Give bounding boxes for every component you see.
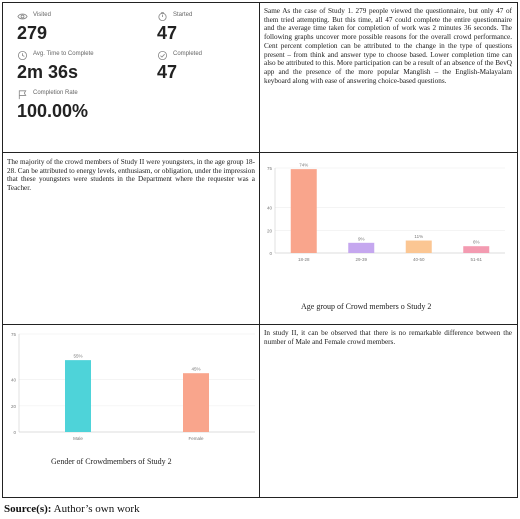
- category-label: Female: [188, 436, 204, 441]
- data-label: 9%: [357, 236, 365, 242]
- source-label: Source(s):: [4, 503, 52, 515]
- bar: [65, 360, 91, 432]
- y-tick-label: 20: [266, 228, 272, 234]
- y-tick-label: 75: [266, 166, 272, 171]
- content-table: [2, 2, 518, 498]
- stat-completed-label: Completed: [173, 51, 203, 57]
- data-label: 74%: [299, 162, 309, 168]
- y-tick-label: 0: [13, 430, 16, 435]
- y-tick-label: 40: [266, 205, 272, 211]
- stat-avg-time-label: Avg. Time to Complete: [33, 51, 94, 57]
- stat-visited-value: 279: [17, 23, 48, 43]
- category-label: 18-28: [297, 257, 310, 262]
- bar: [348, 243, 374, 253]
- gender-paragraph: In study II, it can be observed that there is no remarkable difference between the number of Male and Female crowd members.: [264, 329, 512, 346]
- stat-completed-value: 47: [157, 62, 178, 82]
- category-label: Male: [73, 436, 83, 441]
- y-tick-label: 75: [10, 332, 16, 337]
- source-note: [4, 503, 140, 515]
- eye-icon: [17, 11, 28, 22]
- row-divider-1: [3, 152, 517, 153]
- stat-started-label: Started: [173, 12, 193, 18]
- y-tick-label: 20: [10, 403, 16, 409]
- category-label: 40-50: [412, 257, 425, 262]
- gender-chart-title: Gender of Crowdmembers of Study 2: [51, 457, 172, 466]
- stopwatch-icon: [157, 11, 168, 22]
- data-label: 6%: [472, 239, 480, 245]
- age-chart-title: Age group of Crowd members o Study 2: [301, 302, 432, 311]
- flag-icon: [17, 89, 28, 100]
- stat-visited-label: Visited: [33, 12, 51, 18]
- age-paragraph: The majority of the crowd members of Study II were youngsters, in the age group 18-28. Can be attributed to energy levels, enthusiasm, or obligation, under the impression that these youngsters were students in the Department where the requester was a Teacher.: [7, 158, 255, 193]
- category-label: 51-61: [470, 257, 483, 262]
- data-label: 55%: [73, 353, 83, 359]
- data-label: 11%: [414, 234, 424, 240]
- y-tick-label: 0: [269, 251, 272, 256]
- category-label: 29-39: [355, 257, 368, 262]
- bar: [463, 246, 489, 253]
- check-circle-icon: [157, 50, 168, 61]
- age-group-chart: [261, 154, 515, 289]
- clock-icon: [17, 50, 28, 61]
- bar: [291, 169, 317, 253]
- bar: [183, 373, 209, 432]
- stat-started-value: 47: [157, 23, 178, 43]
- bar: [406, 241, 432, 253]
- stat-avg-time-value: 2m 36s: [17, 62, 79, 82]
- data-label: 45%: [191, 366, 201, 372]
- source-text: Author’s own work: [53, 503, 140, 515]
- column-divider: [259, 3, 260, 497]
- study-paragraph: Same As the case of Study 1. 279 people viewed the questionnaire, but only 47 of them tried attempting. But this time, all 47 could complete the entire questionnaire and the average time taken for completion of work was 2 minutes 36 seconds. The following graphs uncover more possible reasons for the overall crowd performance. Cent percent completion can be attributed to the change in the type of questions present – from think and answer type to choose based. Lower completion time can also be attributed to this. More participation can be a result of an absence of the BevQ app and the presence of the more popular Manglish – the English-Malayalam keyboard along with ease of answering choice-based questions.: [264, 7, 512, 85]
- stat-completion-rate-value: 100.00%: [17, 101, 89, 121]
- y-tick-label: 40: [10, 377, 16, 383]
- row-divider-2: [3, 324, 517, 325]
- gender-chart: [5, 326, 257, 446]
- stat-completion-rate-label: Completion Rate: [33, 90, 78, 96]
